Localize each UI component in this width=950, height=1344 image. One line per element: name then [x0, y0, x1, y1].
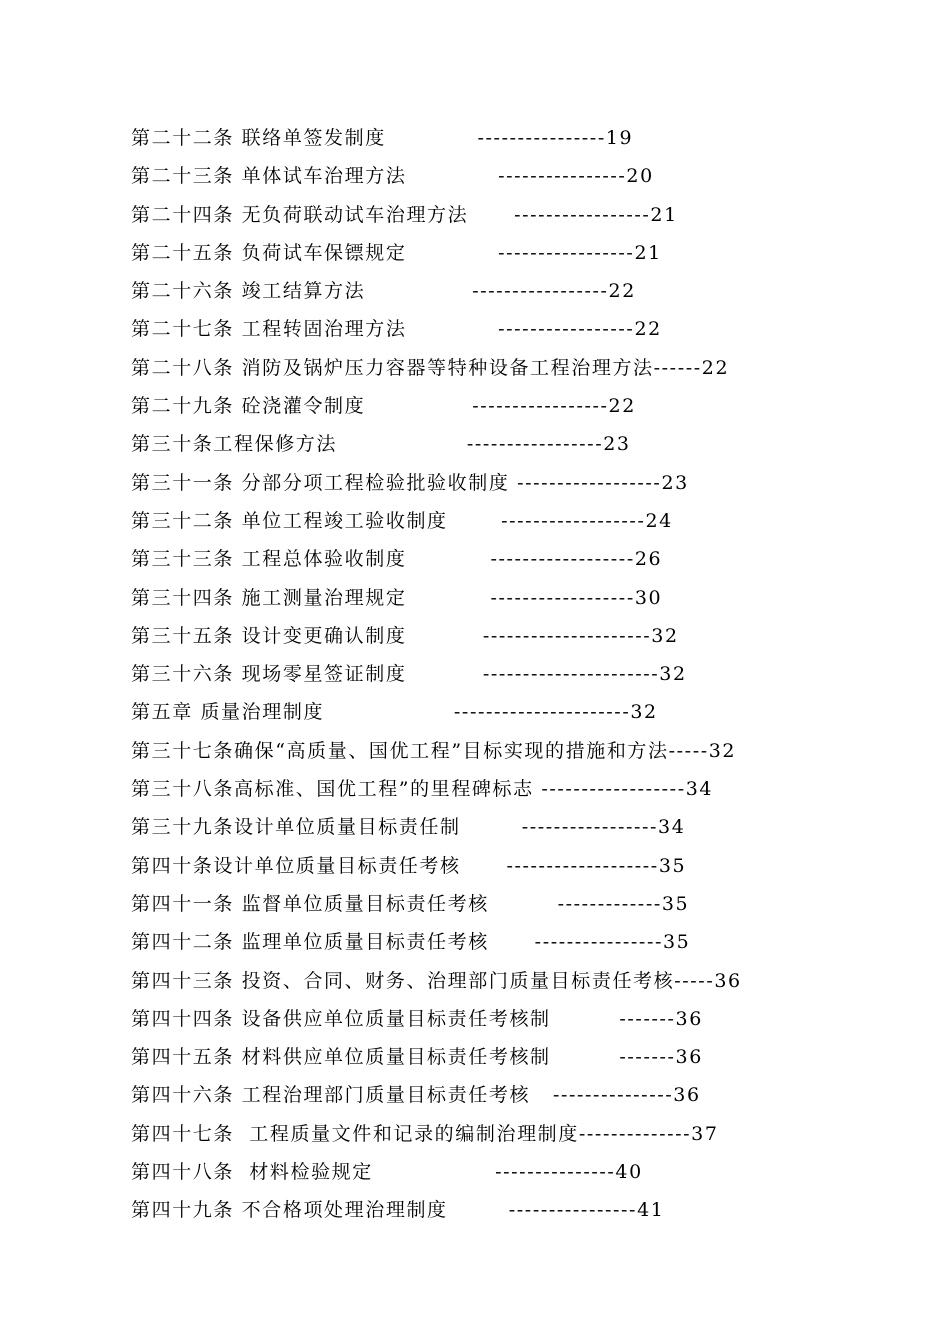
toc-entry: 第二十八条 消防及锅炉压力容器等特种设备工程治理方法------22: [131, 356, 730, 379]
toc-entry: 第四十七条 工程质量文件和记录的编制治理制度--------------37: [131, 1122, 719, 1145]
toc-entry: 第三十六条 现场零星签证制度 ----------------------32: [131, 663, 687, 686]
toc-entry: 第四十一条 监督单位质量目标责任考核 -------------35: [131, 892, 690, 915]
toc-entry: 第四十八条 材料检验规定 ---------------40: [131, 1161, 643, 1184]
toc-entry: 第三十条工程保修方法 -----------------23: [131, 433, 631, 456]
toc-entry: 第四十四条 设备供应单位质量目标责任考核制 -------36: [131, 1007, 703, 1030]
toc-entry: 第二十三条 单体试车治理方法 ----------------20: [131, 165, 654, 188]
toc-chapter-heading: 第五章 质量治理制度 ----------------------32: [131, 701, 658, 724]
toc-entry: 第三十五条 设计变更确认制度 ---------------------32: [131, 624, 679, 647]
toc-entry: 第三十二条 单位工程竣工验收制度 ------------------24: [131, 509, 673, 532]
toc-entry: 第三十七条确保“高质量、国优工程”目标实现的措施和方法-----32: [131, 739, 737, 762]
toc-entry: 第四十二条 监理单位质量目标责任考核 ----------------35: [131, 931, 691, 954]
toc-entry: 第四十条设计单位质量目标责任考核 -------------------35: [131, 854, 687, 877]
toc-entry: 第二十九条 砼浇灌令制度 -----------------22: [131, 395, 636, 418]
toc-entry: 第三十九条设计单位质量目标责任制 -----------------34: [131, 816, 686, 839]
toc-entry: 第四十五条 材料供应单位质量目标责任考核制 -------36: [131, 1046, 703, 1069]
toc-entry: 第三十三条 工程总体验收制度 ------------------26: [131, 548, 663, 571]
table-of-contents: [131, 119, 911, 1230]
toc-entry: 第二十四条 无负荷联动试车治理方法 -----------------21: [131, 203, 678, 226]
toc-entry: 第四十三条 投资、合同、财务、治理部门质量目标责任考核-----36: [131, 969, 742, 992]
toc-entry: 第四十九条 不合格项处理治理制度 ----------------41: [131, 1199, 665, 1222]
toc-entry: 第二十六条 竣工结算方法 -----------------22: [131, 280, 636, 303]
toc-entry: 第二十二条 联络单签发制度 ----------------19: [131, 127, 634, 149]
toc-entry: 第三十四条 施工测量治理规定 ------------------30: [131, 586, 663, 609]
toc-entry: 第三十八条高标准、国优工程”的里程碑标志 ------------------34: [131, 778, 714, 801]
toc-entry: 第四十六条 工程治理部门质量目标责任考核 ---------------36: [131, 1084, 701, 1107]
toc-entry: 第二十五条 负荷试车保镖规定 -----------------21: [131, 241, 662, 264]
toc-entry: 第二十七条 工程转固治理方法 -----------------22: [131, 318, 662, 341]
toc-entry: 第三十一条 分部分项工程检验批验收制度 ------------------23: [131, 471, 689, 494]
